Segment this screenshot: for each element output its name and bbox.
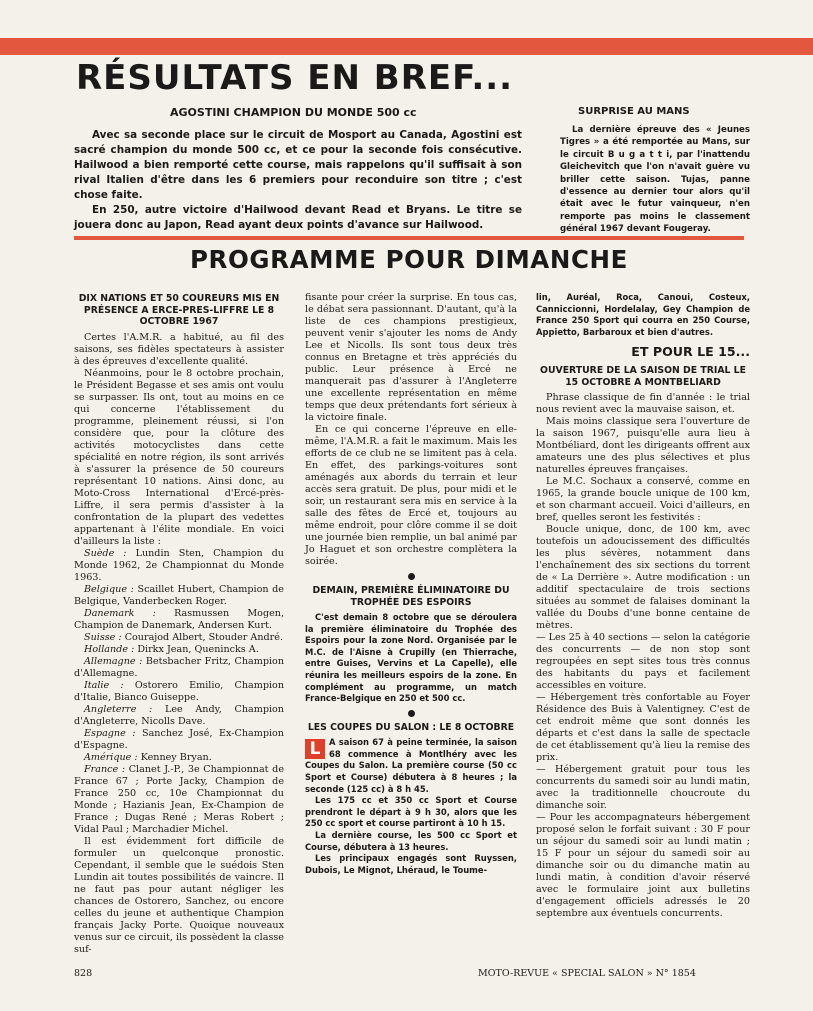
country-label: Belgique : <box>84 583 134 595</box>
country-label: Italie : <box>84 679 124 691</box>
rider-entry <box>74 752 284 764</box>
et-pour-heading: ET POUR LE 15... <box>631 344 750 360</box>
rider-entry <box>74 680 284 704</box>
espoirs-text <box>305 612 517 705</box>
country-label: Suède : <box>84 547 127 559</box>
trial-bullet: — Les 25 à 40 sections — selon la catégorie des concurrents — de non stop sont regroupées en sept sites tous très connus des habitants du pays et facilement accessibles en voiture. <box>536 632 750 692</box>
rider-names: Clanet J.-P., 3e Championnat de France 67 ; Porte Jacky, Champion de France 250 cc, 10e Championnat du Monde ; Hazianis Jean, Ex-Champion de France ; Dugas René ; Meras Robert ; Vidal Paul ; Marchadier Michel. <box>74 763 284 835</box>
trial-bullet: — Hébergement très confortable au Foyer Résidence des Buis à Valentigney. C'est de cet endroit même que sont donnés les départs et c'est dans la salle de spectacle de cet établissement qu'à lieu la remise des prix. <box>536 692 750 764</box>
bullet-separator <box>408 573 415 580</box>
article-paragraph: Le M.C. Sochaux a conservé, comme en 1965, la grande boucle unique de 100 km, et son charmant accueil. Voici d'ailleurs, en bref, quelles seront les festivités : <box>536 476 750 524</box>
rider-names: Scaillet Hubert, Champion de Belgique, Vanderbecken Roger. <box>74 583 284 607</box>
rider-names: Courajod Albert, Stouder André. <box>121 631 283 643</box>
rider-entry <box>74 704 284 728</box>
rider-entry <box>74 548 284 584</box>
article-paragraph: Mais moins classique sera l'ouverture de la saison 1967, puisqu'elle aura lieu à Montbéliard, dont les dirigeants offrent aux amateurs une des plus sélectives et plus naturelles épreuves françaises. <box>536 416 750 476</box>
rider-entry <box>74 632 284 644</box>
agostini-subtitle: AGOSTINI CHAMPION DU MONDE 500 cc <box>170 106 417 119</box>
article-paragraph: fisante pour créer la surprise. En tous cas, le débat sera passionnant. D'autant, qu'à la liste de ces champions prestigieux, peuvent venir s'ajouter les noms de Andy Lee et Nicolls. Ils sont tous deux très connus en Bretagne et très appréciés du public. Leur présence à Ercé ne manquerait pas d'assurer à l'Angleterre une excellente représentation en même temps que deux prétendants fort sérieux à la victoire finale. <box>305 292 517 423</box>
drop-cap: L <box>305 739 325 759</box>
programme-title: PROGRAMME POUR DIMANCHE <box>189 245 628 274</box>
country-label: Angleterre : <box>84 703 153 715</box>
coupes-text <box>305 737 517 876</box>
rider-names: Sanchez José, Ex-Champion d'Espagne. <box>74 727 284 751</box>
trial-heading: OUVERTURE DE LA SAISON DE TRIAL LE 15 OCTOBRE A MONTBELIARD <box>540 365 746 388</box>
article-paragraph: Phrase classique de fin d'année : le trial nous revient avec la mauvaise saison, et. <box>536 392 750 416</box>
country-label: Suisse : <box>84 631 122 643</box>
country-label: Danemark : <box>84 607 156 619</box>
column-3 <box>536 292 750 944</box>
rider-entry <box>74 656 284 680</box>
intro-paragraph: En 250, autre victoire d'Hailwood devant Read et Bryans. Le titre se jouera donc au Japon, Read ayant deux points d'avance sur Hailwood. <box>74 204 522 231</box>
bullet-separator <box>408 710 415 717</box>
trial-bullet: — Pour les accompagnateurs hébergement proposé selon le forfait suivant : 30 F pour un séjour du samedi soir au lundi matin ; 15 F pour un séjour du samedi soir au dimanche soir ou du dimanche matin au lundi matin, à condition d'avoir réservé avec le formulaire joint aux bulletins d'engagement officiels adressés le 20 septembre aux éventuels concurrents. <box>536 812 750 920</box>
espoirs-heading: DEMAIN, PREMIÈRE ÉLIMINATOIRE DU TROPHÉE DES ESPOIRS <box>312 585 510 608</box>
coupes-continued-paragraph: lin, Auréal, Roca, Canoui, Costeux, Canniccionni, Hordelalay, Gey Champion de France 250 Sport qui courra en 250 Course, Appietto, Barbaroux et bien d'autres. <box>536 292 750 337</box>
column-2 <box>305 292 517 944</box>
espoirs-paragraph: C'est demain 8 octobre que se déroulera la première éliminatoire du Trophée des Espoirs pour la zone Nord. Organisée par le M.C. de l'Aisne à Crupilly (en Thierrache, entre Guises, Vervins et La Capelle), elle réunira les meilleurs espoirs de la zone. En complément au programme, un match France-Belgique en 250 et 500 cc. <box>305 612 517 704</box>
rider-names: Lee Andy, Champion d'Angleterre, Nicolls Dave. <box>74 703 284 727</box>
publication-footer: MOTO-REVUE « SPECIAL SALON » N° 1854 <box>478 968 696 979</box>
coupes-paragraph: Les principaux engagés sont Ruyssen, Dubois, Le Mignot, Lhéraud, le Toume- <box>305 853 517 875</box>
trial-bullet: — Hébergement gratuit pour tous les concurrents du samedi soir au lundi matin, avec la traditionnelle choucroute du dimanche soir. <box>536 764 750 812</box>
coupes-lead: A saison 67 à peine terminée, la saison 68 commence à Montlhéry avec les Coupes du Salon. La première course (50 cc Sport et Course) débutera à 8 heures ; la seconde (125 cc) à 8 h 45. <box>305 737 517 794</box>
article-paragraph: Boucle unique, donc, de 100 km, avec toutefois un adoucissement des difficultés les plus sévères, notamment dans l'enchaînement des six sections du torrent de « La Derrière ». Autre modification : un additif spectaculaire de trois sections situées au sommet de falaises dominant la vallée du Doubs d'une bonne centaine de mètres. <box>536 524 750 632</box>
coupes-paragraph: La dernière course, les 500 cc Sport et Course, débutera à 13 heures. <box>305 830 517 852</box>
rider-names: Rasmussen Mogen, Champion de Danemark, Andersen Kurt. <box>74 607 284 631</box>
surprise-text: La dernière épreuve des « Jeunes Tigres » a été remportée au Mans, sur le circuit B u g a t t i, par l'inattendu Gleichevitch que l'on n'avait guère vu briller cette saison. Tujas, panne d'essence au dernier tour alors qu'il était avec le futur vainqueur, n'en remporte pas moins le classement général 1967 devant Fougeray. <box>560 125 750 235</box>
rider-names: Dirkx Jean, Quenincks A. <box>134 643 259 655</box>
rider-list <box>74 548 284 836</box>
page-title: RÉSULTATS EN BREF... <box>76 58 514 98</box>
article-paragraph: En ce qui concerne l'épreuve en elle-même, l'A.M.R. a fait le maximum. Mais les efforts de ce club ne se limitent pas à cela. En effet, des parkings-voitures sont aménagés aux abords du terrain et leur accès sera gratuit. De plus, pour midi et le soir, un restaurant sera mis en service à la salle des fêtes de Ercé et, toujours au même endroit, pour clôre comme il se doit une journée bien remplie, un bal animé par Jo Haguet et son orchestre complètera la soirée. <box>305 424 517 567</box>
rider-entry <box>74 644 284 656</box>
section-divider <box>74 236 744 240</box>
coupes-continued <box>536 292 750 338</box>
coupes-heading: LES COUPES DU SALON : LE 8 OCTOBRE <box>307 721 515 733</box>
country-label: Espagne : <box>84 727 136 739</box>
rider-entry <box>74 584 284 608</box>
country-label: Allemagne : <box>84 655 143 667</box>
coupes-paragraph <box>305 737 517 795</box>
results-intro <box>74 128 522 233</box>
article-paragraph: Il est évidemment fort difficile de formuler un quelconque pronostic. Cependant, il semble que le suédois Sten Lundin ait toutes possibilités de vaincre. Il ne faut pas pour autant négliger les chances de Ostorero, Sanchez, ou encore celles du jeune et authentique Champion français Jacky Porte. Quoique nouveaux venus sur ce circuit, ils possèdent la classe suf- <box>74 835 284 955</box>
country-label: France : <box>84 763 126 775</box>
country-label: Amérique : <box>84 751 138 763</box>
rider-entry <box>74 728 284 752</box>
article-paragraph: Néanmoins, pour le 8 octobre prochain, le Président Begasse et ses amis ont voulu se surpasser. Ils ont, tout au moins en ce qui concerne l'établissement du programme, pleinement réussi, si l'on considère que, pour la clôture des activités motocyclistes dans cette spécialité en notre région, ils sont arrivés à s'assurer la présence de 50 coureurs représentant 10 nations. Ainsi donc, au Moto-Cross International d'Ercé-près-Liffre, il sera permis d'assister à la confrontation de la plupart des vedettes appartenant à l'élite mondiale. En voici d'ailleurs la liste : <box>74 367 284 547</box>
rider-names: Betsbacher Fritz, Champion d'Allemagne. <box>74 655 284 679</box>
erce-heading: DIX NATIONS ET 50 COUREURS MIS EN PRÉSENCE A ERCE-PRES-LIFFRE LE 8 OCTOBRE 1967 <box>78 293 280 327</box>
page-number: 828 <box>74 968 93 979</box>
column-1 <box>74 293 284 955</box>
intro-paragraph: Avec sa seconde place sur le circuit de Mosport au Canada, Agostini est sacré champion du monde 500 cc, et ce pour la seconde fois consécutive. Hailwood a bien remporté cette course, mais rappelons qu'il suffisait à son rival Italien d'être dans les 6 premiers pour reconduire son titre ; c'est chose faite. <box>74 129 522 201</box>
rider-names: Ostorero Emilio, Champion d'Italie, Bianco Guiseppe. <box>74 679 284 703</box>
rider-names: Lundin Sten, Champion du Monde 1962, 2e Championnat du Monde 1963. <box>74 547 284 583</box>
rider-names: Kenney Bryan. <box>137 751 212 763</box>
country-label: Hollande : <box>84 643 135 655</box>
rider-entry <box>74 764 284 836</box>
top-red-band <box>0 38 813 55</box>
rider-entry <box>74 608 284 632</box>
coupes-paragraph: Les 175 cc et 350 cc Sport et Course prendront le départ à 9 h 30, alors que les 250 cc sport et course partiront à 10 h 15. <box>305 795 517 829</box>
surprise-subtitle: SURPRISE AU MANS <box>578 106 690 117</box>
article-paragraph: Certes l'A.M.R. a habitué, au fil des saisons, ses fidèles spectateurs à assister à des épreuves d'excellente qualité. <box>74 331 284 367</box>
